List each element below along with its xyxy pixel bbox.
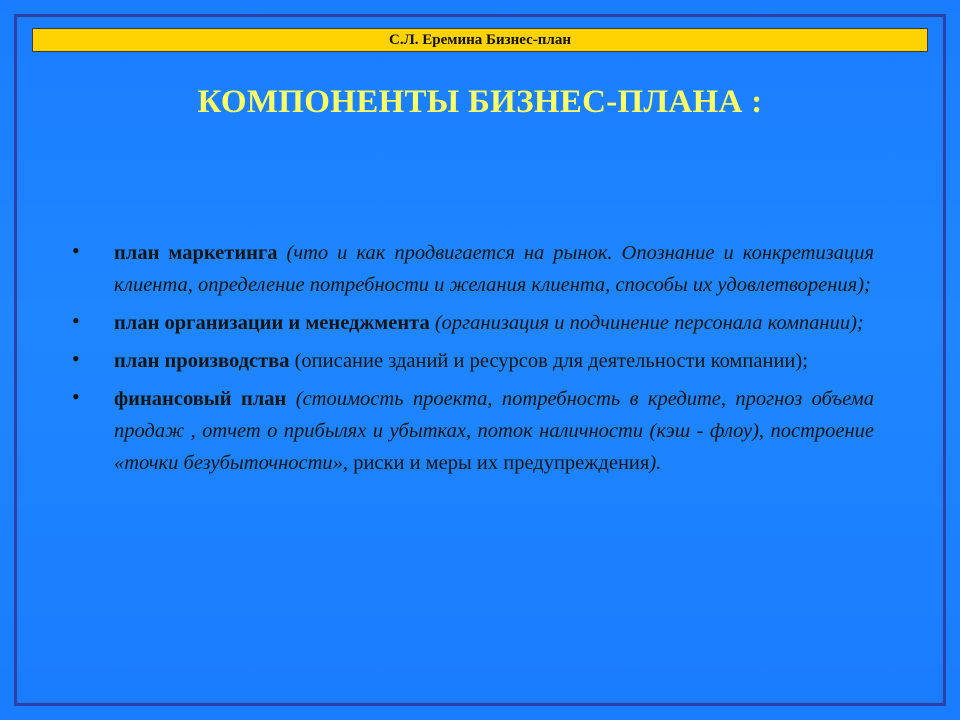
header-bar [32, 28, 928, 52]
bullet-icon: • [72, 384, 80, 409]
item-description: (описание зданий и ресурсов для деятельности компании); [289, 350, 808, 372]
header-text: С.Л. Еремина Бизнес-план [389, 31, 571, 48]
item-description-tail: риски и меры их предупреждения [348, 452, 650, 474]
list-item-management [70, 307, 874, 339]
bullet-icon: • [72, 346, 80, 371]
bullet-icon: • [72, 308, 80, 333]
item-description: (что и как продвигается на рынок. Опознание и конкретизация клиента, определение потребности и желания клиента, способы их удовлетворения); [114, 242, 874, 296]
bullet-icon: • [72, 238, 80, 263]
item-heading: план организации и менеджмента [114, 312, 430, 334]
list-item-finance [70, 383, 874, 479]
list-item-production [70, 345, 874, 377]
item-description: (стоимость проекта, потребность в кредите, прогноз объема продаж , отчет о прибылях и убытках, поток наличности (кэш - флоу), построение «точки безубыточности», [114, 388, 874, 474]
item-heading: финансовый план [114, 388, 287, 410]
item-description: (организация и подчинение персонала компании); [429, 312, 864, 334]
list-item-marketing [70, 237, 874, 301]
item-heading: план маркетинга [114, 242, 278, 264]
bullet-list [70, 237, 874, 485]
item-heading: план производства [114, 350, 290, 372]
slide-title: КОМПОНЕНТЫ БИЗНЕС-ПЛАНА : [197, 84, 763, 120]
item-description-end: ). [649, 452, 662, 474]
